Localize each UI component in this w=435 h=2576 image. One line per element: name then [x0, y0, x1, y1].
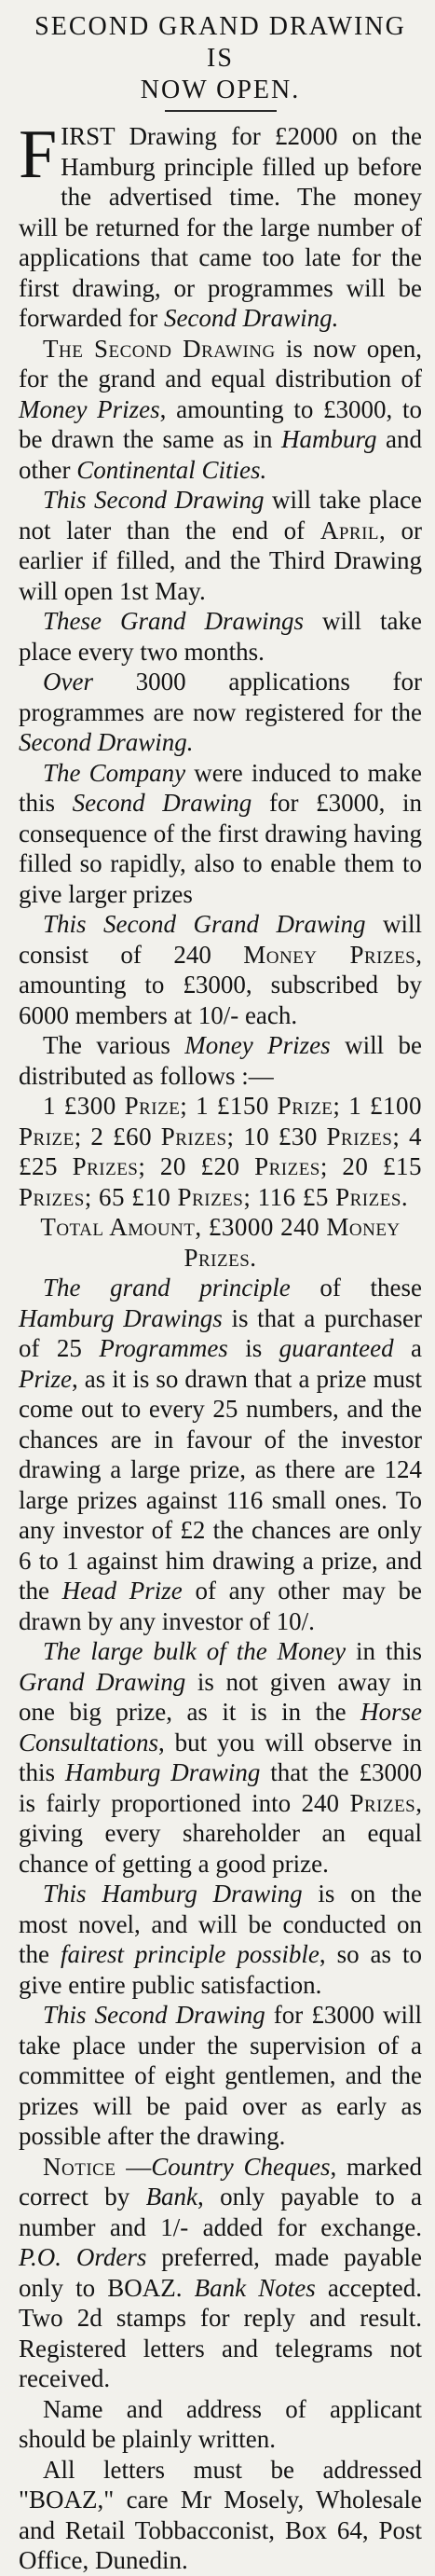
p15-d: , marked correct by	[19, 2152, 422, 2211]
paragraph-name-address: Name and address of applicant should be plainly written.	[19, 2394, 422, 2453]
p5-c: Second Drawing.	[19, 728, 194, 756]
headline-line-2: NOW OPEN.	[140, 76, 301, 104]
headline-line-1: SECOND GRAND DRAWING IS	[34, 12, 406, 73]
headline	[19, 11, 422, 106]
p15-f: , only payable to a number and 1/- added for exchange.	[19, 2183, 422, 2241]
p5-b: 3000 applications for programmes are now registered for the	[19, 668, 422, 726]
p12-j: Prizes	[349, 1788, 416, 1817]
p15-i: Bank Notes	[194, 2273, 316, 2302]
p14-a: This Second Drawing	[43, 2001, 265, 2029]
p15-g: P.O. Orders	[19, 2243, 147, 2271]
p11-e: Programmes	[99, 1334, 228, 1362]
p2-b: Money Prizes	[19, 394, 160, 423]
p11-l: of any other may be drawn by any investor of 10/.	[19, 1577, 422, 1635]
p12-i: that the £3000 is fairly proportioned into 240	[19, 1758, 422, 1817]
paragraph-company	[19, 758, 422, 910]
paragraph-second-drawing-open	[19, 334, 422, 486]
p7-d: , amounting to £3000, subscribed by 6000 members at 10/- each.	[19, 940, 422, 1029]
p11-c: Hamburg Drawings	[19, 1303, 223, 1332]
p2-e: and other	[19, 425, 422, 484]
p15-b: —	[116, 2152, 152, 2181]
prize-list: 1 £300 Prize; 1 £150 Prize; 1 £100 Prize; 2 £60 Prizes; 10 £30 Prizes; 4 £25 Prizes; 20 £20 Prizes; 20 £15 Prizes; 65 £10 Prizes; 116 £5 Prizes.	[19, 1092, 422, 1211]
p13-b: is on the most novel, and will be conducted on the	[19, 1880, 422, 1968]
paragraph-applications	[19, 667, 422, 758]
paragraph-every-two-months	[19, 606, 422, 667]
drop-cap: F	[19, 117, 58, 193]
p11-h: a	[393, 1334, 423, 1362]
p13-d: , so as to give entire public satisfaction.	[19, 1940, 422, 1999]
p7-a: This Second Grand Drawing	[43, 910, 366, 938]
total-amount: Total Amount, £3000 240 Money Prizes.	[40, 1213, 401, 1272]
paragraph-distribution	[19, 1030, 422, 1091]
p2-d: Hamburg	[280, 425, 377, 453]
p4-b: will take place every two months.	[19, 607, 422, 666]
p2-c: , amounting to £3000, to be drawn the same as in	[19, 394, 422, 453]
p6-b: were induced to make this	[19, 758, 422, 817]
p12-h: Hamburg Drawing	[64, 1758, 261, 1786]
p12-b: Money	[277, 1637, 347, 1665]
p14-b: for £3000 will take place under the supervision of a committee of eight gentlemen, and the prizes will be paid over as early as possible after the drawing.	[19, 2001, 422, 2150]
paragraph-supervision	[19, 2000, 422, 2152]
p12-g: , but you will observe in this	[19, 1728, 422, 1786]
paragraph-first-drawing	[19, 117, 422, 334]
p8-c: will be distributed as follows :—	[19, 1031, 422, 1090]
p1-text: IRST Drawing for £2000 on the Hamburg principle filled up before the advertised time. The money will be returned for the large number of applications that came too late for the first drawing, or programmes will be forwarded for	[19, 122, 422, 332]
p7-b: will consist of 240	[19, 910, 422, 969]
p2-f: Continental Cities.	[76, 455, 267, 484]
p15-j: accepted. Two 2d stamps for reply and result. Registered letters and telegrams not received.	[19, 2273, 422, 2392]
p15-a: Notice	[43, 2152, 116, 2181]
paragraph-notice	[19, 2152, 422, 2394]
paragraph-most-novel	[19, 1879, 422, 2000]
p3-b: will take place not later than the end of	[19, 486, 422, 544]
p11-j: , as it is so drawn that a prize must come out to every 25 numbers, and the chances are in favour of the investor drawing a large prize, as there are 124 large prizes against 116 small ones. To any investor of £2 the chances are only 6 to 1 against him drawing a prize, and the	[19, 1364, 422, 1605]
p15-e: Bank	[145, 2183, 198, 2211]
paragraph-take-place	[19, 485, 422, 606]
p11-b: of these	[290, 1274, 422, 1302]
p6-d: for £3000, in consequence of the first drawing having filled so rapidly, also to enable them to give larger prizes	[19, 789, 423, 908]
p11-f: is	[227, 1334, 279, 1362]
p11-d: is that a purchaser of 25	[19, 1303, 423, 1362]
p12-e: is not given away in one big prize, as it is in the	[19, 1667, 422, 1726]
p11-g: guaranteed	[279, 1334, 394, 1362]
headline-rule	[165, 110, 277, 112]
p15-h: preferred, made payable only to BOAZ.	[19, 2243, 423, 2302]
p3-c: April	[319, 516, 380, 544]
p1-emphasis: Second Drawing.	[163, 304, 339, 332]
p6-c: Second Drawing	[72, 789, 252, 817]
p13-a: This Hamburg Drawing	[43, 1880, 303, 1908]
p11-a: The grand principle	[43, 1274, 291, 1302]
paragraph-bulk-of-money	[19, 1636, 422, 1879]
p12-a: The large bulk of the	[43, 1637, 278, 1665]
p7-c: Money Prizes	[243, 940, 416, 969]
p15-c: Country Cheques	[151, 2152, 331, 2181]
p12-d: Grand Drawing	[19, 1667, 186, 1696]
p8-a: The various	[43, 1031, 185, 1059]
p13-c: fairest principle possible	[60, 1940, 319, 1968]
p12-f: Horse Consultations	[19, 1698, 422, 1756]
p2-lead: The Second Drawing	[43, 334, 276, 363]
p12-c: in this	[346, 1637, 422, 1665]
p4-a: These Grand Drawings	[43, 607, 305, 635]
p5-a: Over	[43, 668, 93, 696]
p11-i: Prize	[19, 1364, 72, 1393]
paragraph-letters-address: All letters must be addressed "BOAZ," care Mr Mosely, Wholesale and Retail Tobbacconist, Box 64, Post Office, Dunedin.	[19, 2455, 422, 2574]
p3-d: , or earlier if filled, and the Third Drawing will open 1st May.	[19, 516, 422, 605]
p3-a: This Second Drawing	[43, 486, 265, 514]
p11-k: Head Prize	[61, 1577, 183, 1605]
paragraph-grand-principle	[19, 1273, 422, 1636]
p8-b: Money Prizes	[184, 1031, 331, 1059]
p6-a: The Company	[43, 758, 186, 787]
paragraph-consist	[19, 909, 422, 1030]
p12-k: , giving every shareholder an equal chance of getting a good prize.	[19, 1788, 422, 1878]
p2-a: is now open, for the grand and equal distribution of	[19, 334, 422, 393]
